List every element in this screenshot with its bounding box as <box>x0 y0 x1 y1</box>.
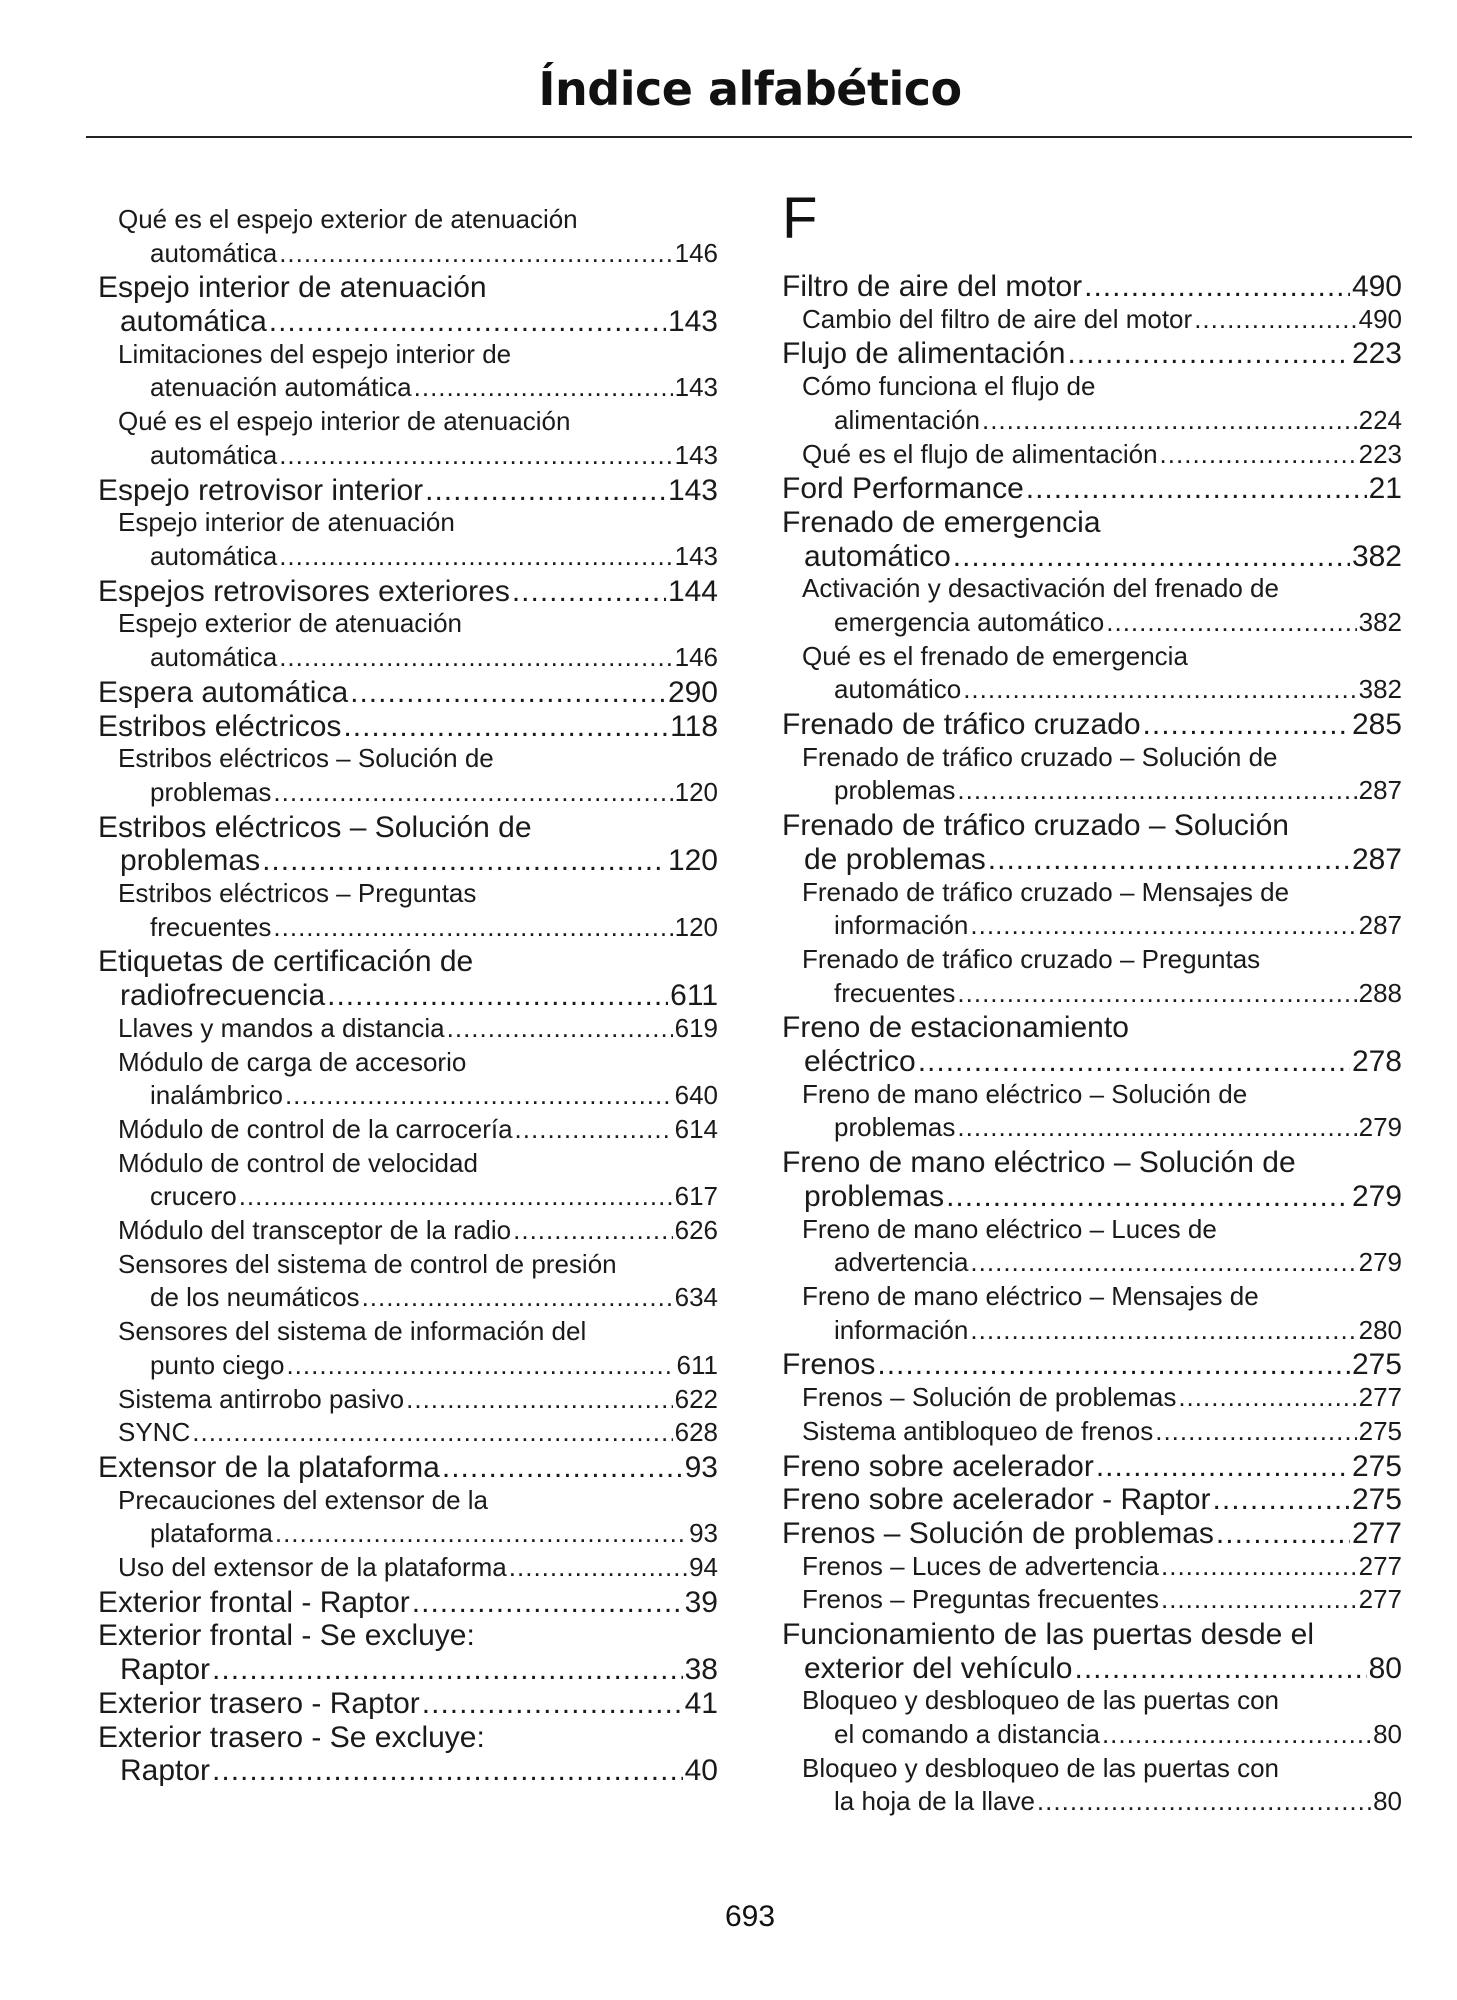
page-ref: 120 <box>674 776 718 807</box>
entry-text: de los neumáticos <box>150 1282 360 1313</box>
entry-text: Estribos eléctricos – Solución de <box>118 743 494 774</box>
entry-text: automática <box>150 540 278 571</box>
page-ref: 611 <box>676 1349 718 1380</box>
entry-text: advertencia <box>834 1247 969 1278</box>
entry-text: Sensores del sistema de información del <box>118 1316 587 1347</box>
dot-leader <box>946 1182 1350 1212</box>
entry-text: Sistema antirrobo pasivo <box>118 1383 405 1414</box>
page-ref: 143 <box>667 473 718 507</box>
dot-leader <box>515 1116 673 1142</box>
dot-leader <box>362 1284 673 1310</box>
page-ref: 614 <box>674 1113 718 1144</box>
dot-leader <box>269 307 666 337</box>
entry-text: frecuentes <box>150 911 272 942</box>
dot-leader <box>1216 1519 1350 1549</box>
page-ref: 490 <box>1358 303 1402 334</box>
page-ref: 80 <box>1368 1651 1402 1685</box>
page-ref: 634 <box>674 1282 718 1313</box>
entry-text: Estribos eléctricos – Preguntas <box>118 878 477 908</box>
page-ref: 279 <box>1358 1112 1402 1143</box>
dot-leader <box>275 1520 687 1546</box>
entry-text: Freno de estacionamiento <box>782 1011 1129 1045</box>
entry-text: el comando a distancia <box>834 1719 1100 1750</box>
page-ref: 279 <box>1351 1179 1402 1213</box>
entry-text: Módulo del transceptor de la radio <box>118 1215 512 1245</box>
entry-text: automática <box>150 439 278 470</box>
entry-text: Estribos eléctricos – Solución de <box>98 810 532 844</box>
entry-text: Llaves y mandos a distancia <box>118 1012 445 1043</box>
dot-leader <box>279 442 672 468</box>
dot-leader <box>1160 441 1357 467</box>
dot-leader <box>447 1015 673 1041</box>
page-ref: 80 <box>1373 1719 1402 1750</box>
page-ref: 382 <box>1351 539 1402 573</box>
page-ref: 143 <box>674 372 718 403</box>
page-ref: 275 <box>1351 1483 1402 1517</box>
entry-text: Frenos – Solución de problemas <box>782 1516 1214 1550</box>
dot-leader <box>425 476 666 506</box>
entry-text: Qué es el espejo exterior de atenuación <box>118 204 578 234</box>
dot-leader <box>1161 1553 1357 1579</box>
entry-text: Freno sobre acelerador <box>782 1449 1094 1483</box>
entry-text: automático <box>804 539 951 573</box>
dot-leader <box>279 644 672 670</box>
dot-leader <box>1106 609 1356 635</box>
entry-text: Frenado de tráfico cruzado – Solución de <box>802 741 1278 772</box>
entry-text: Qué es el flujo de alimentación <box>802 438 1158 469</box>
entry-text: Flujo de alimentación <box>782 337 1066 371</box>
page-ref: 223 <box>1351 337 1402 371</box>
entry-text: Módulo de carga de accesorio <box>118 1046 467 1077</box>
entry-text: Módulo de control de la carrocería <box>118 1113 513 1144</box>
entry-text: Exterior frontal - Raptor <box>98 1585 410 1619</box>
entry-text: alimentación <box>834 404 980 435</box>
page-ref: 118 <box>670 709 718 743</box>
entry-text: Frenado de tráfico cruzado – Preguntas <box>802 944 1261 974</box>
page-ref: 275 <box>1351 1348 1402 1382</box>
dot-leader <box>286 1352 674 1378</box>
dot-leader <box>1102 1721 1371 1747</box>
entry-text: Sistema antibloqueo de frenos <box>802 1415 1154 1446</box>
page-ref: 277 <box>1358 1550 1402 1581</box>
page-ref: 622 <box>674 1383 718 1414</box>
dot-leader <box>1143 710 1350 740</box>
entry-text: Freno de mano eléctrico – Mensajes de <box>802 1281 1259 1311</box>
page-ref: 94 <box>689 1552 718 1582</box>
dot-leader <box>1178 1384 1356 1410</box>
dot-leader <box>279 543 672 569</box>
dot-leader <box>1068 339 1350 369</box>
page-ref: 143 <box>674 540 718 571</box>
dot-leader <box>970 912 1356 938</box>
page-ref: 490 <box>1351 270 1402 303</box>
entry-text: Freno de mano eléctrico – Solución de <box>782 1146 1296 1180</box>
entry-text: Funcionamiento de las puertas desde el <box>782 1618 1315 1651</box>
dot-leader <box>327 981 668 1011</box>
entry-text: Espejos retrovisores exteriores <box>98 574 510 608</box>
dot-leader <box>239 1183 673 1209</box>
dot-leader <box>957 980 1356 1006</box>
entry-text: frecuentes <box>834 977 956 1008</box>
entry-text: SYNC <box>118 1417 191 1448</box>
page-ref: 628 <box>674 1417 718 1448</box>
entry-text: Frenado de tráfico cruzado <box>782 708 1141 742</box>
entry-text: problemas <box>834 775 956 806</box>
page-title: Índice alfabético <box>538 62 962 116</box>
dot-leader <box>285 1082 673 1108</box>
entry-text: plataforma <box>150 1518 273 1549</box>
entry-text: punto ciego <box>150 1349 285 1380</box>
entry-text: Frenado de emergencia <box>782 505 1101 539</box>
dot-leader <box>957 1114 1356 1140</box>
entry-text: Espejo retrovisor interior <box>98 473 424 507</box>
page-ref: 382 <box>1358 606 1402 637</box>
entry-text: Bloqueo y desbloqueo de las puertas con <box>802 1685 1280 1716</box>
entry-text: Freno de mano eléctrico – Luces de <box>802 1213 1217 1244</box>
entry-text: Frenos <box>782 1348 876 1382</box>
page-ref: 80 <box>1373 1786 1402 1817</box>
dot-leader <box>262 846 666 876</box>
entry-text: Frenos – Luces de advertencia <box>802 1550 1159 1581</box>
entry-text: Espejo interior de atenuación <box>118 507 455 538</box>
dot-leader <box>442 1453 683 1483</box>
dot-leader <box>970 1317 1356 1343</box>
page-ref: 278 <box>1351 1045 1402 1079</box>
page-ref: 285 <box>1351 708 1402 742</box>
dot-leader <box>343 712 668 742</box>
page-ref: 280 <box>1358 1314 1402 1345</box>
entry-text: Espejo exterior de atenuación <box>118 608 463 639</box>
entry-text: automático <box>834 674 962 705</box>
entry-text: Espera automática <box>98 675 349 709</box>
entry-text: Bloqueo y desbloqueo de las puertas con <box>802 1752 1280 1783</box>
entry-text: crucero <box>150 1181 237 1212</box>
entry-text: Raptor <box>120 1653 211 1687</box>
dot-leader <box>212 1655 683 1685</box>
entry-text: Exterior trasero - Raptor <box>98 1686 420 1720</box>
entry-text: emergencia automático <box>834 606 1105 637</box>
entry-text: Módulo de control de velocidad <box>118 1147 478 1178</box>
entry-text: Filtro de aire del motor <box>782 270 1083 303</box>
entry-text: Activación y desactivación del frenado de <box>802 573 1279 604</box>
page-ref: 640 <box>674 1080 718 1111</box>
page-ref: 275 <box>1351 1449 1402 1483</box>
entry-text: información <box>834 1314 969 1345</box>
page-ref: 619 <box>674 1012 718 1043</box>
page-ref: 143 <box>667 305 718 339</box>
page-ref: 287 <box>1358 910 1402 941</box>
dot-leader <box>1213 1485 1350 1515</box>
dot-leader <box>963 676 1356 702</box>
entry-text: Freno de mano eléctrico – Solución de <box>802 1078 1248 1109</box>
page-ref: 120 <box>667 844 718 878</box>
entry-text: de problemas <box>804 842 986 876</box>
dot-leader <box>279 240 672 266</box>
entry-text: Limitaciones del espejo interior de <box>118 338 512 369</box>
dot-leader <box>273 914 672 940</box>
entry-text: Cambio del filtro de aire del motor <box>802 303 1193 334</box>
entry-text: automática <box>150 642 278 673</box>
page-ref: 146 <box>674 237 718 268</box>
page-ref: 287 <box>1351 842 1402 876</box>
page-ref: 611 <box>670 979 718 1013</box>
page-ref: 382 <box>1358 674 1402 705</box>
entry-text: Exterior frontal - Se excluye: <box>98 1619 475 1653</box>
page-ref: 143 <box>674 439 718 470</box>
entry-text: Qué es el frenado de emergencia <box>802 640 1188 671</box>
entry-text: Etiquetas de certificación de <box>98 945 474 979</box>
entry-text: la hoja de la llave <box>834 1786 1035 1817</box>
dot-leader <box>412 1588 683 1618</box>
dot-leader <box>513 1217 672 1243</box>
entry-text: Exterior trasero - Se excluye: <box>98 1720 485 1754</box>
entry-text: Frenos – Preguntas frecuentes <box>802 1584 1159 1615</box>
dot-leader <box>406 1386 672 1412</box>
entry-text: automática <box>120 305 267 339</box>
dot-leader <box>422 1689 683 1719</box>
page-ref: 288 <box>1358 977 1402 1008</box>
page-ref: 144 <box>667 574 718 608</box>
page-ref: 224 <box>1358 404 1402 435</box>
dot-leader <box>1155 1418 1356 1444</box>
page-ref: 290 <box>667 675 718 709</box>
entry-text: problemas <box>120 844 261 878</box>
entry-text: Precauciones del extensor de la <box>118 1484 489 1515</box>
page-ref: 41 <box>684 1686 718 1720</box>
page-number: 693 <box>724 1900 776 1933</box>
dot-leader <box>970 1249 1356 1275</box>
dot-leader <box>918 1047 1350 1077</box>
entry-text: Extensor de la plataforma <box>98 1450 440 1484</box>
page-ref: 277 <box>1358 1382 1402 1413</box>
page-ref: 279 <box>1358 1247 1402 1278</box>
entry-text: eléctrico <box>804 1045 916 1079</box>
page-ref: 38 <box>684 1653 718 1687</box>
entry-text: Sensores del sistema de control de presión <box>118 1248 617 1279</box>
entry-text: problemas <box>804 1179 945 1213</box>
dot-leader <box>1161 1586 1357 1612</box>
dot-leader <box>1194 306 1356 332</box>
dot-leader <box>192 1419 672 1445</box>
page-ref: 120 <box>674 911 718 942</box>
page-ref: 146 <box>674 642 718 673</box>
dot-leader <box>509 1554 687 1580</box>
entry-text: Frenos – Solución de problemas <box>802 1382 1177 1413</box>
entry-text: problemas <box>834 1112 956 1143</box>
entry-text: Uso del extensor de la plataforma <box>118 1552 507 1582</box>
dot-leader <box>1084 272 1350 302</box>
entry-text: Ford Performance <box>782 472 1024 506</box>
entry-text: Qué es el espejo interior de atenuación <box>118 406 571 437</box>
entry-text: Estribos eléctricos <box>98 709 342 743</box>
page-ref: 277 <box>1351 1516 1402 1550</box>
entry-text: Frenado de tráfico cruzado – Solución <box>782 809 1289 843</box>
entry-text: Freno sobre acelerador - Raptor <box>782 1483 1211 1517</box>
dot-leader <box>512 577 666 607</box>
page-ref: 93 <box>689 1518 718 1549</box>
dot-leader <box>982 407 1357 433</box>
page-ref: 223 <box>1358 438 1402 469</box>
dot-leader <box>988 845 1350 875</box>
entry-text: inalámbrico <box>150 1080 283 1111</box>
entry-text: Raptor <box>120 1754 211 1788</box>
page-ref: 277 <box>1358 1584 1402 1615</box>
dot-leader <box>212 1756 683 1786</box>
title-rule <box>86 136 1412 138</box>
dot-leader <box>350 678 666 708</box>
entry-text: atenuación automática <box>150 372 412 403</box>
entry-text: Frenado de tráfico cruzado – Mensajes de <box>802 876 1290 907</box>
entry-text: Espejo interior de atenuación <box>98 271 487 305</box>
page-ref: 40 <box>684 1754 718 1788</box>
entry-text: automática <box>150 237 278 268</box>
entry-text: problemas <box>150 776 272 807</box>
page-ref: 626 <box>674 1215 718 1245</box>
page-ref: 617 <box>674 1181 718 1212</box>
page-ref: 21 <box>1368 472 1402 506</box>
dot-leader <box>1074 1654 1366 1684</box>
dot-leader <box>273 779 672 805</box>
dot-leader <box>1096 1452 1350 1482</box>
page-ref: 39 <box>684 1585 718 1619</box>
entry-text: radiofrecuencia <box>120 979 326 1013</box>
dot-leader <box>1037 1788 1371 1814</box>
dot-leader <box>1026 474 1367 504</box>
entry-text: Cómo funciona el flujo de <box>802 371 1096 402</box>
dot-leader <box>957 777 1356 803</box>
page-ref: 275 <box>1358 1415 1402 1446</box>
entry-text: exterior del vehículo <box>804 1651 1073 1685</box>
dot-leader <box>953 542 1350 572</box>
dot-leader <box>877 1350 1350 1380</box>
dot-leader <box>414 374 673 400</box>
section-letter: F <box>782 186 818 251</box>
page-ref: 287 <box>1358 775 1402 806</box>
page-ref: 93 <box>684 1450 718 1484</box>
entry-text: información <box>834 910 969 941</box>
